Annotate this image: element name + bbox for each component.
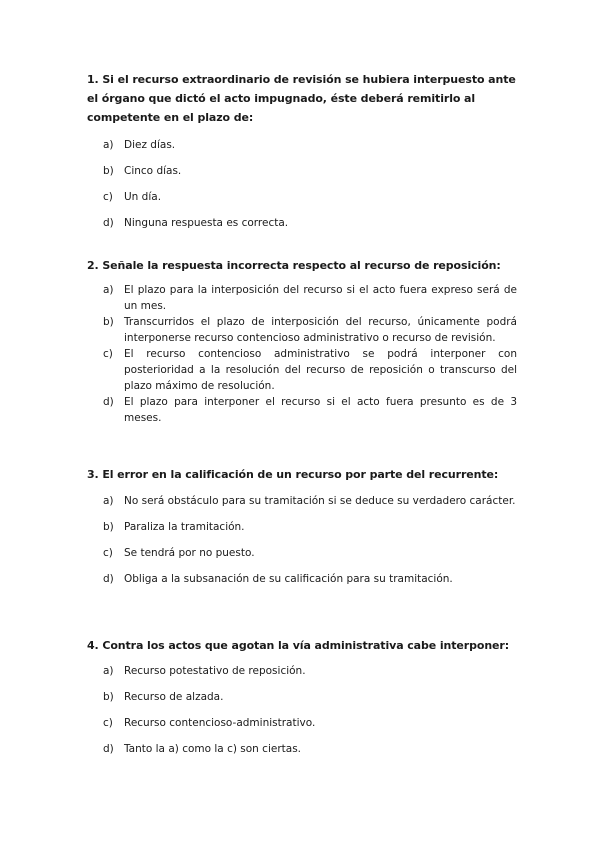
option-mark: a)	[103, 139, 114, 151]
option-c	[87, 346, 517, 394]
option-d	[87, 215, 517, 231]
option-mark: d)	[103, 573, 114, 585]
option-mark: b)	[103, 521, 114, 533]
option-c	[87, 545, 517, 561]
option-text: Se tendrá por no puesto.	[124, 547, 255, 559]
options-list	[87, 663, 517, 757]
question-1	[87, 70, 517, 241]
option-c	[87, 189, 517, 205]
option-b	[87, 314, 517, 346]
option-mark: c)	[103, 717, 113, 729]
option-text: Transcurridos el plazo de interposición del recurso, únicamente podrá interponerse recurso contencioso administrativo o recurso de revisión.	[124, 316, 517, 344]
option-mark: c)	[103, 191, 113, 203]
option-b	[87, 689, 517, 705]
option-text: El recurso contencioso administrativo se podrá interponer con posterioridad a la resolución del recurso de reposición o transcurso del plazo máximo de resolución.	[124, 348, 517, 392]
option-mark: c)	[103, 348, 113, 360]
options-list	[87, 282, 517, 426]
option-a	[87, 282, 517, 314]
option-a	[87, 137, 517, 153]
option-mark: a)	[103, 665, 114, 677]
option-mark: b)	[103, 165, 114, 177]
option-mark: d)	[103, 217, 114, 229]
option-text: Paraliza la tramitación.	[124, 521, 245, 533]
option-text: Un día.	[124, 191, 162, 203]
option-text: El plazo para la interposición del recurso si el acto fuera expreso será de un mes.	[124, 284, 517, 312]
option-text: Recurso contencioso-administrativo.	[124, 717, 316, 729]
options-list	[87, 493, 517, 587]
option-text: Ninguna respuesta es correcta.	[124, 217, 289, 229]
option-mark: a)	[103, 495, 114, 507]
options-list	[87, 137, 517, 231]
question-3	[87, 465, 517, 597]
option-text: Obliga a la subsanación de su calificación para su tramitación.	[124, 573, 453, 585]
option-mark: b)	[103, 316, 114, 328]
option-text: Tanto la a) como la c) son ciertas.	[124, 743, 301, 755]
option-text: Cinco días.	[124, 165, 182, 177]
option-a	[87, 493, 517, 509]
question-title: 1. Si el recurso extraordinario de revisión se hubiera interpuesto ante el órgano que dictó el acto impugnado, éste deberá remitirlo al competente en el plazo de:	[87, 73, 516, 124]
option-b	[87, 519, 517, 535]
option-mark: a)	[103, 284, 114, 296]
option-mark: b)	[103, 691, 114, 703]
option-text: El plazo para interponer el recurso si el acto fuera presunto es de 3 meses.	[124, 396, 517, 424]
option-d	[87, 741, 517, 757]
option-text: Diez días.	[124, 139, 176, 151]
option-b	[87, 163, 517, 179]
question-title: 3. El error en la calificación de un recurso por parte del recurrente:	[87, 468, 499, 481]
option-a	[87, 663, 517, 679]
option-text: Recurso de alzada.	[124, 691, 224, 703]
question-4	[87, 636, 517, 767]
option-mark: d)	[103, 396, 114, 408]
option-mark: d)	[103, 743, 114, 755]
option-d	[87, 394, 517, 426]
option-d	[87, 571, 517, 587]
question-title: 4. Contra los actos que agotan la vía administrativa cabe interponer:	[87, 639, 510, 652]
option-c	[87, 715, 517, 731]
option-text: Recurso potestativo de reposición.	[124, 665, 306, 677]
question-2	[87, 256, 517, 426]
option-mark: c)	[103, 547, 113, 559]
question-title: 2. Señale la respuesta incorrecta respecto al recurso de reposición:	[87, 259, 501, 272]
option-text: No será obstáculo para su tramitación si se deduce su verdadero carácter.	[124, 495, 516, 507]
